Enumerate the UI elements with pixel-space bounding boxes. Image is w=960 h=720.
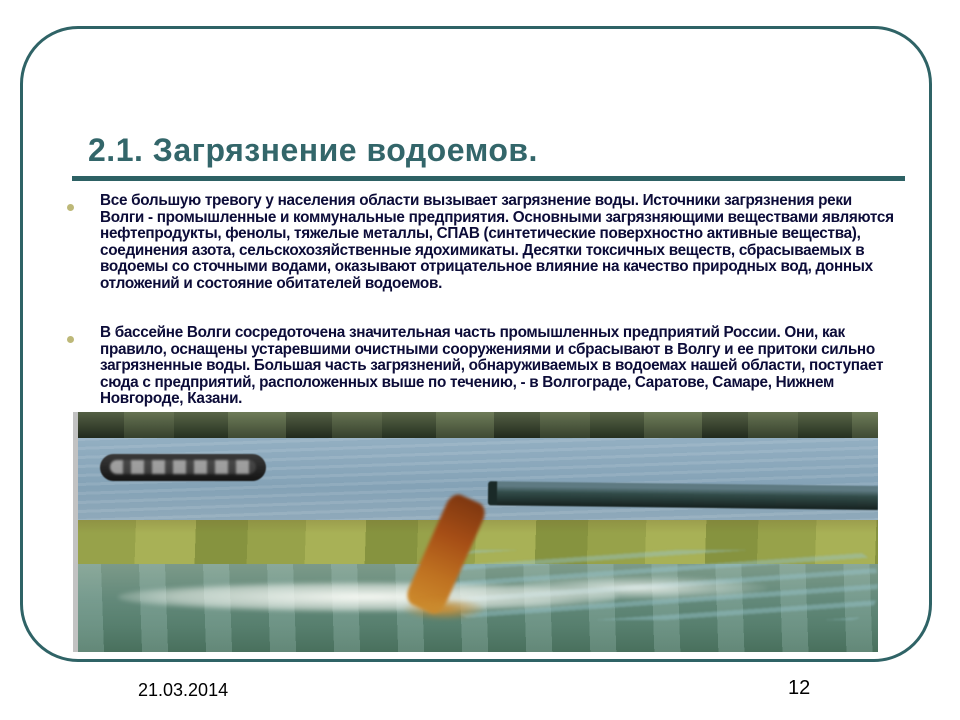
- bullet-dot-icon: [67, 204, 74, 211]
- page-number: 12: [788, 677, 811, 699]
- pollution-photo: [73, 412, 878, 652]
- footer-date: 21.03.2014: [138, 680, 229, 700]
- photo-foam: [508, 576, 768, 600]
- bullet-paragraph-1: Все большую тревогу у населения области вызывает загрязнение воды. Источники загрязнения реки Волги - промышленные и коммунальные предприятия. Основными загрязняющими веществами являются нефтепродукты, фенолы, тяжелые металлы, СПАВ (синтетические поверхностно активные вещества), соединения азота, сельскохозяйственные ядохимикаты. Десятки токсичных веществ, сбрасываемых в водоемы со сточными водами, оказывают отрицательное влияние на качество природных вод, донных отложений и состояние обитателей водоемов.: [100, 192, 894, 292]
- slide-title: 2.1. Загрязнение водоемов.: [88, 132, 538, 168]
- title-underline-rule: [72, 176, 905, 181]
- photo-pipe-end: [488, 481, 497, 505]
- photo-discharge-splash: [404, 598, 484, 620]
- photo-pipe: [488, 481, 878, 510]
- photo-watermark-text: [110, 460, 256, 474]
- bullet-paragraph-2: В бассейне Волги сосредоточена значительная часть промышленных предприятий России. Они, как правило, оснащены устаревшими очистными сооружениями и сбрасывают в Волгу и ее притоки сильно загрязненные воды. Большая часть загрязнений, обнаруживаемых в водоемах нашей области, поступает сюда с предприятий, расположенных выше по течению, - в Волгограде, Саратове, Самаре, Нижнем Новгороде, Казани.: [100, 324, 884, 408]
- photo-watermark: [100, 454, 266, 481]
- photo-treeline: [78, 412, 878, 438]
- bullet-dot-icon: [67, 336, 74, 343]
